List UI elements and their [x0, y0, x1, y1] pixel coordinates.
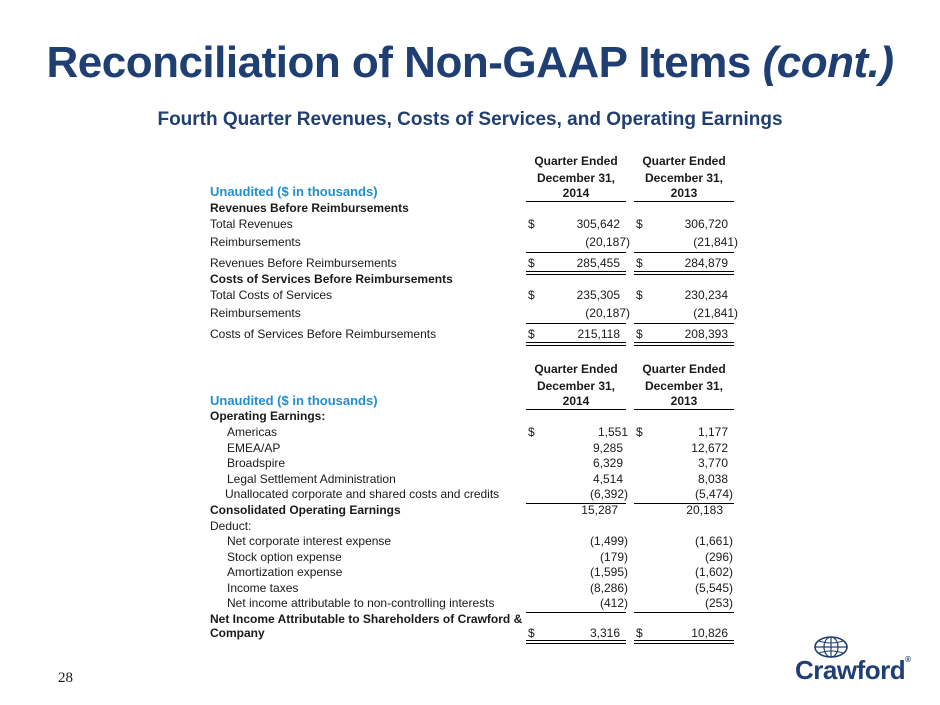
- row-label: Net income attributable to non-controlling interests: [227, 596, 495, 610]
- header-rule-a: [526, 201, 626, 202]
- value-2013: 1,177: [697, 425, 728, 439]
- value-2013: 8,038: [697, 472, 728, 486]
- col-header-a-line3: 2014: [562, 186, 590, 200]
- value-2013: 12,672: [691, 441, 728, 455]
- total-double-rule-a: [526, 640, 626, 644]
- header-rule-b: [634, 409, 734, 410]
- page-subtitle: Fourth Quarter Revenues, Costs of Services, and Operating Earnings: [157, 109, 783, 130]
- section-revenues: Revenues Before Reimbursements: [210, 201, 409, 215]
- value-2014: 3,316: [589, 626, 620, 640]
- header-rule-a: [526, 409, 626, 410]
- value-2013: (5,545): [694, 581, 733, 595]
- subtotal-rule-b: [634, 612, 734, 613]
- total-double-rule-b: [634, 640, 734, 644]
- value-2014: 4,514: [592, 472, 623, 486]
- col-header-a-line2: December 31,: [536, 171, 616, 185]
- col-header-b-line1: Quarter Ended: [642, 362, 726, 376]
- currency-symbol: $: [528, 288, 535, 302]
- value-2013: (5,474): [694, 487, 733, 501]
- section-costs: Costs of Services Before Reimbursements: [210, 272, 453, 286]
- value-2014: (179): [599, 550, 628, 564]
- value-2014: (1,595): [589, 565, 628, 579]
- currency-symbol: $: [528, 327, 535, 341]
- page-title: [0, 38, 940, 88]
- currency-symbol: $: [528, 626, 535, 640]
- row-label: Unallocated corporate and shared costs and credits: [225, 487, 500, 501]
- currency-symbol: $: [528, 217, 535, 231]
- subtotal-rule-a: [526, 612, 626, 613]
- value-2014: 285,455: [576, 256, 620, 270]
- unaudited-label: Unaudited ($ in thousands): [210, 184, 378, 199]
- row-label-bold: Net Income Attributable to Shareholders of Crawford &: [210, 612, 523, 626]
- row-label-bold: Consolidated Operating Earnings: [210, 503, 401, 517]
- value-2014: (6,392): [589, 487, 628, 501]
- value-2013: 3,770: [697, 456, 728, 470]
- subtotal-rule-a: [526, 252, 626, 253]
- value-2014: (1,499): [589, 534, 628, 548]
- currency-symbol: $: [636, 626, 643, 640]
- row-label: Legal Settlement Administration: [227, 472, 396, 486]
- row-label: Net corporate interest expense: [227, 534, 392, 548]
- section-operating-earnings: Operating Earnings:: [210, 409, 326, 423]
- currency-symbol: $: [636, 217, 643, 231]
- row-label: Reimbursements: [210, 235, 301, 249]
- col-header-b-line2: December 31,: [644, 379, 724, 393]
- value-2014: (20,187): [585, 235, 630, 249]
- subtotal-rule-b: [634, 323, 734, 324]
- row-label: Broadspire: [227, 456, 286, 470]
- col-header-a-line1: Quarter Ended: [534, 362, 618, 376]
- value-2014: 9,285: [592, 441, 623, 455]
- registered-mark: ®: [905, 655, 911, 664]
- value-2014: 6,329: [592, 456, 623, 470]
- unaudited-label: Unaudited ($ in thousands): [210, 393, 378, 408]
- total-double-rule-b: [634, 271, 734, 275]
- value-2013: 230,234: [684, 288, 728, 302]
- row-label: Total Costs of Services: [210, 288, 333, 302]
- value-2013: (253): [704, 596, 733, 610]
- value-2014: 15,287: [581, 503, 618, 517]
- value-2013: (21,841): [693, 306, 738, 320]
- row-label-bold: Company: [210, 626, 265, 640]
- col-header-a-line3: 2014: [562, 394, 590, 408]
- total-double-rule-a: [526, 271, 626, 275]
- value-2013: (1,602): [694, 565, 733, 579]
- row-label: Total Revenues: [210, 217, 293, 231]
- col-header-a-line2: December 31,: [536, 379, 616, 393]
- value-2014: (8,286): [589, 581, 628, 595]
- value-2014: 1,551: [597, 425, 628, 439]
- currency-symbol: $: [636, 256, 643, 270]
- currency-symbol: $: [528, 425, 535, 439]
- value-2013: (1,661): [694, 534, 733, 548]
- value-2013: 208,393: [684, 327, 728, 341]
- value-2013: 306,720: [684, 217, 728, 231]
- col-header-b-line3: 2013: [670, 394, 698, 408]
- currency-symbol: $: [636, 425, 643, 439]
- col-header-b-line3: 2013: [670, 186, 698, 200]
- value-2013: (21,841): [693, 235, 738, 249]
- row-label: Income taxes: [227, 581, 299, 595]
- title-cont: (cont.): [762, 38, 894, 87]
- currency-symbol: $: [636, 327, 643, 341]
- logo-text: Crawford: [795, 655, 906, 685]
- col-header-b-line1: Quarter Ended: [642, 154, 726, 168]
- value-2014: 305,642: [576, 217, 620, 231]
- col-header-b-line2: December 31,: [644, 171, 724, 185]
- row-label: EMEA/AP: [227, 441, 281, 455]
- currency-symbol: $: [636, 288, 643, 302]
- total-double-rule-a: [526, 342, 626, 346]
- value-2014: (20,187): [585, 306, 630, 320]
- crawford-logo: [795, 655, 911, 686]
- header-rule-b: [634, 201, 734, 202]
- total-double-rule-b: [634, 342, 734, 346]
- value-2014: 235,305: [576, 288, 620, 302]
- value-2013: (296): [704, 550, 733, 564]
- col-header-a-line1: Quarter Ended: [534, 154, 618, 168]
- row-label: Revenues Before Reimbursements: [210, 256, 397, 270]
- row-label: Amortization expense: [227, 565, 343, 579]
- row-label: Americas: [227, 425, 278, 439]
- subtotal-rule-a: [526, 323, 626, 324]
- row-label: Deduct:: [210, 519, 252, 533]
- value-2013: 20,183: [686, 503, 723, 517]
- page-number: 28: [58, 670, 73, 686]
- row-label: Stock option expense: [227, 550, 342, 564]
- subtotal-rule-b: [634, 252, 734, 253]
- value-2013: 10,826: [691, 626, 728, 640]
- value-2014: 215,118: [577, 327, 620, 341]
- currency-symbol: $: [528, 256, 535, 270]
- title-main: Reconciliation of Non-GAAP Items: [46, 38, 763, 87]
- value-2014: (412): [599, 596, 628, 610]
- row-label: Reimbursements: [210, 306, 301, 320]
- value-2013: 284,879: [684, 256, 728, 270]
- row-label: Costs of Services Before Reimbursements: [210, 327, 437, 341]
